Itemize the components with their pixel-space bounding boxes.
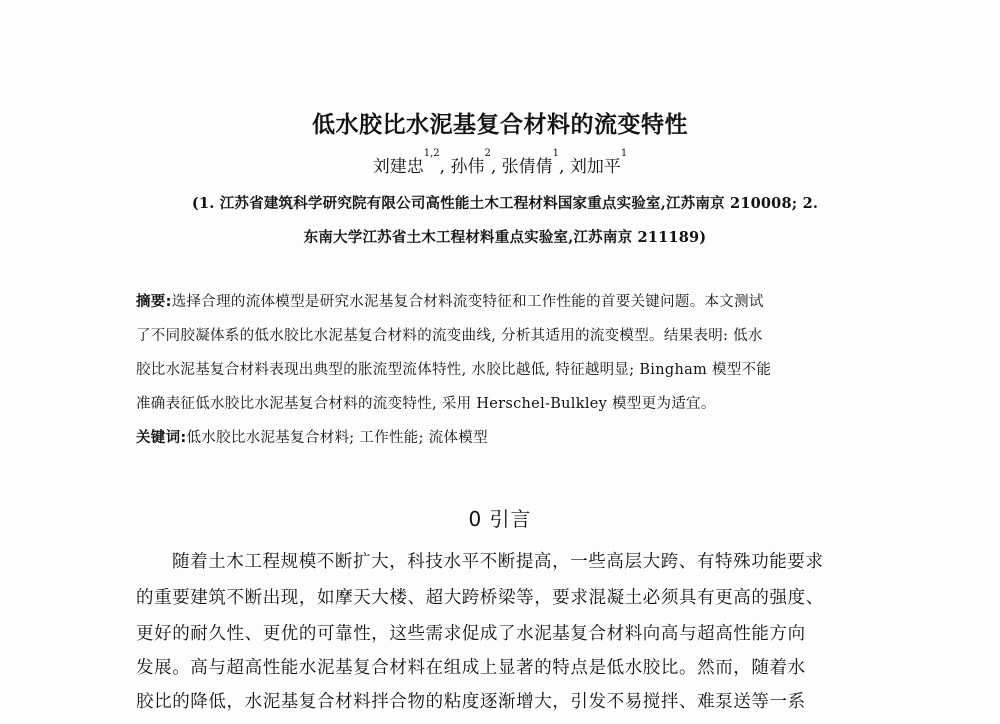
author-name: 孙伟 (450, 157, 485, 177)
keywords-label: 关键词: (136, 430, 187, 446)
abstract-line: 了不同胶凝体系的低水胶比水泥基复合材料的流变曲线, 分析其适用的流变模型。结果表明: 低水 (136, 328, 763, 344)
body-text-line: 随着土木工程规模不断扩大，科技水平不断提高，一些高层大跨、有特殊功能要求 (172, 552, 824, 572)
body-text-line: 胶比的降低，水泥基复合材料拌合物的粘度逐渐增大，引发不易搅拌、难泵送等一系 (136, 692, 806, 712)
abstract-label: 摘要: (136, 294, 172, 310)
body-text-line: 的重要建筑不断出现，如摩天大楼、超大跨桥梁等，要求混凝土必须具有更高的强度、 (136, 588, 824, 608)
abstract-line (136, 290, 894, 311)
abstract-line: 胶比水泥基复合材料表现出典型的胀流型流体特性, 水胶比越低, 特征越明显; Bingham 模型不能 (136, 362, 772, 378)
abstract-line: 准确表征低水胶比水泥基复合材料的流变特性, 采用 Herschel-Bulkley 模型更为适宜。 (136, 396, 716, 412)
body-text-line: 更好的耐久性、更优的可靠性，这些需求促成了水泥基复合材料向高与超高性能方向 (136, 624, 806, 644)
author-name: 刘加平 (569, 157, 621, 177)
author-separator: , (439, 157, 451, 177)
section-heading: 0 引言 (468, 507, 532, 531)
paper-title: 低水胶比水泥基复合材料的流变特性 (312, 112, 688, 138)
author-affiliation-mark: 1,2 (423, 148, 440, 159)
author-list (0, 148, 1000, 177)
author-name: 刘建忠 (372, 157, 424, 177)
author-affiliation-mark: 2 (484, 148, 491, 159)
author-affiliation-mark: 1 (552, 148, 560, 159)
body-text-line: 发展。高与超高性能水泥基复合材料在组成上显著的特点是低水胶比。然而，随着水 (136, 658, 806, 678)
abstract-text: 选择合理的流体模型是研究水泥基复合材料流变特征和工作性能的首要关键问题。本文测试 (171, 294, 764, 310)
author-affiliation-mark: 1 (620, 148, 628, 159)
affiliation-line: 东南大学江苏省土木工程材料重点实验室,江苏南京 211189) (303, 229, 707, 246)
keywords-text: 低水胶比水泥基复合材料; 工作性能; 流体模型 (186, 430, 488, 446)
author-separator: , (490, 157, 502, 177)
affiliation-line: (1. 江苏省建筑科学研究院有限公司高性能土木工程材料国家重点实验室,江苏南京 210008; 2. (191, 195, 819, 212)
author-name: 张倩倩 (501, 157, 553, 177)
author-separator: , (559, 157, 570, 177)
keywords-line (136, 426, 894, 447)
